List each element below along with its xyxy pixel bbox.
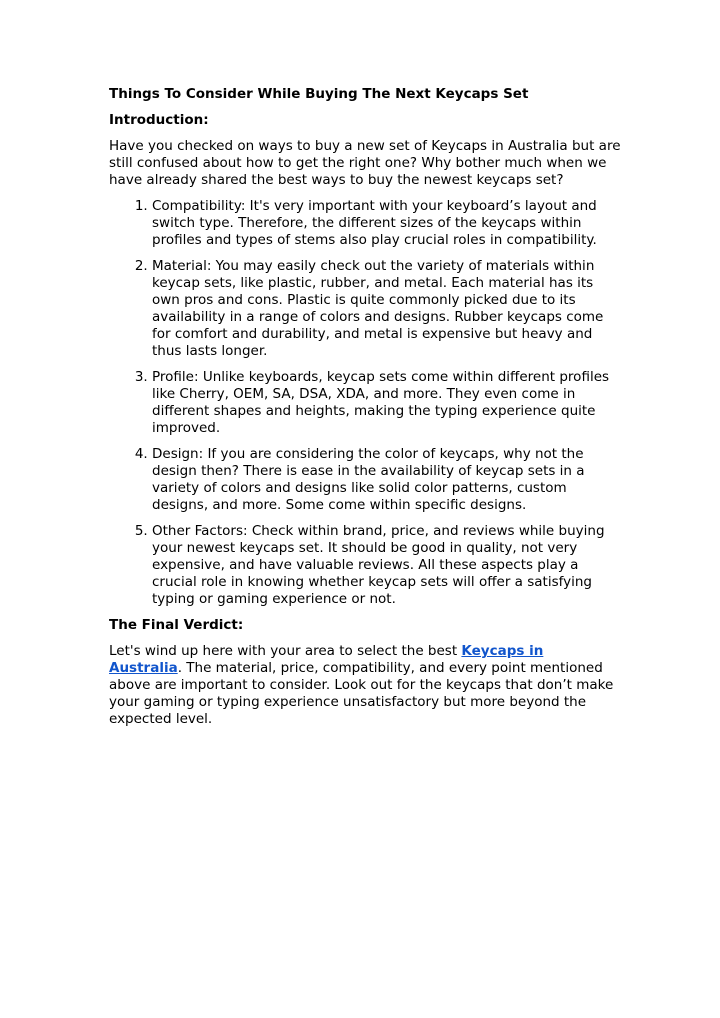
keycaps-australia-link[interactable]: Keycaps in Australia: [109, 643, 544, 676]
document-body: [109, 86, 621, 737]
list-item-design: 4. Design: If you are considering the color of keycaps, why not the design then? There is ease in the availability of keycap sets in a variety of colors and designs like solid color patterns, custom designs, and more. Some come within specific designs.: [152, 446, 621, 514]
list-item-material: 2. Material: You may easily check out the variety of materials within keycap sets, like plastic, rubber, and metal. Each material has its own pros and cons. Plastic is quite commonly picked due to its availability in a range of colors and designs. Rubber keycaps come for comfort and durability, and metal is expensive but heavy and thus lasts longer.: [152, 258, 621, 360]
considerations-list: [109, 198, 621, 608]
list-item-other-factors: 5. Other Factors: Check within brand, price, and reviews while buying your newest keycaps set. It should be good in quality, not very expensive, and have valuable reviews. All these aspects play a crucial role in knowing whether keycap sets will offer a satisfying typing or gaming experience or not.: [152, 523, 621, 608]
list-item-compatibility: 1. Compatibility: It's very important with your keyboard’s layout and switch type. Therefore, the different sizes of the keycaps within profiles and types of stems also play crucial roles in compatibility.: [152, 198, 621, 249]
verdict-text-before-link: Let's wind up here with your area to select the best: [109, 643, 462, 659]
final-verdict-heading: The Final Verdict:: [109, 617, 244, 633]
introduction-heading: Introduction:: [109, 112, 209, 128]
final-verdict-paragraph: [109, 643, 621, 728]
verdict-text-after-link: . The material, price, compatibility, and every point mentioned above are important to consider. Look out for the keycaps that don’t make your gaming or typing experience unsatisfactory but more beyond the expected level.: [109, 660, 614, 727]
list-item-profile: 3. Profile: Unlike keyboards, keycap sets come within different profiles like Cherry, OEM, SA, DSA, XDA, and more. They even come in different shapes and heights, making the typing experience quite improved.: [152, 369, 621, 437]
introduction-paragraph: Have you checked on ways to buy a new set of Keycaps in Australia but are still confused about how to get the right one? Why bother much when we have already shared the best ways to buy the newest keycaps set?: [109, 138, 621, 188]
document-title: Things To Consider While Buying The Next Keycaps Set: [109, 86, 529, 102]
